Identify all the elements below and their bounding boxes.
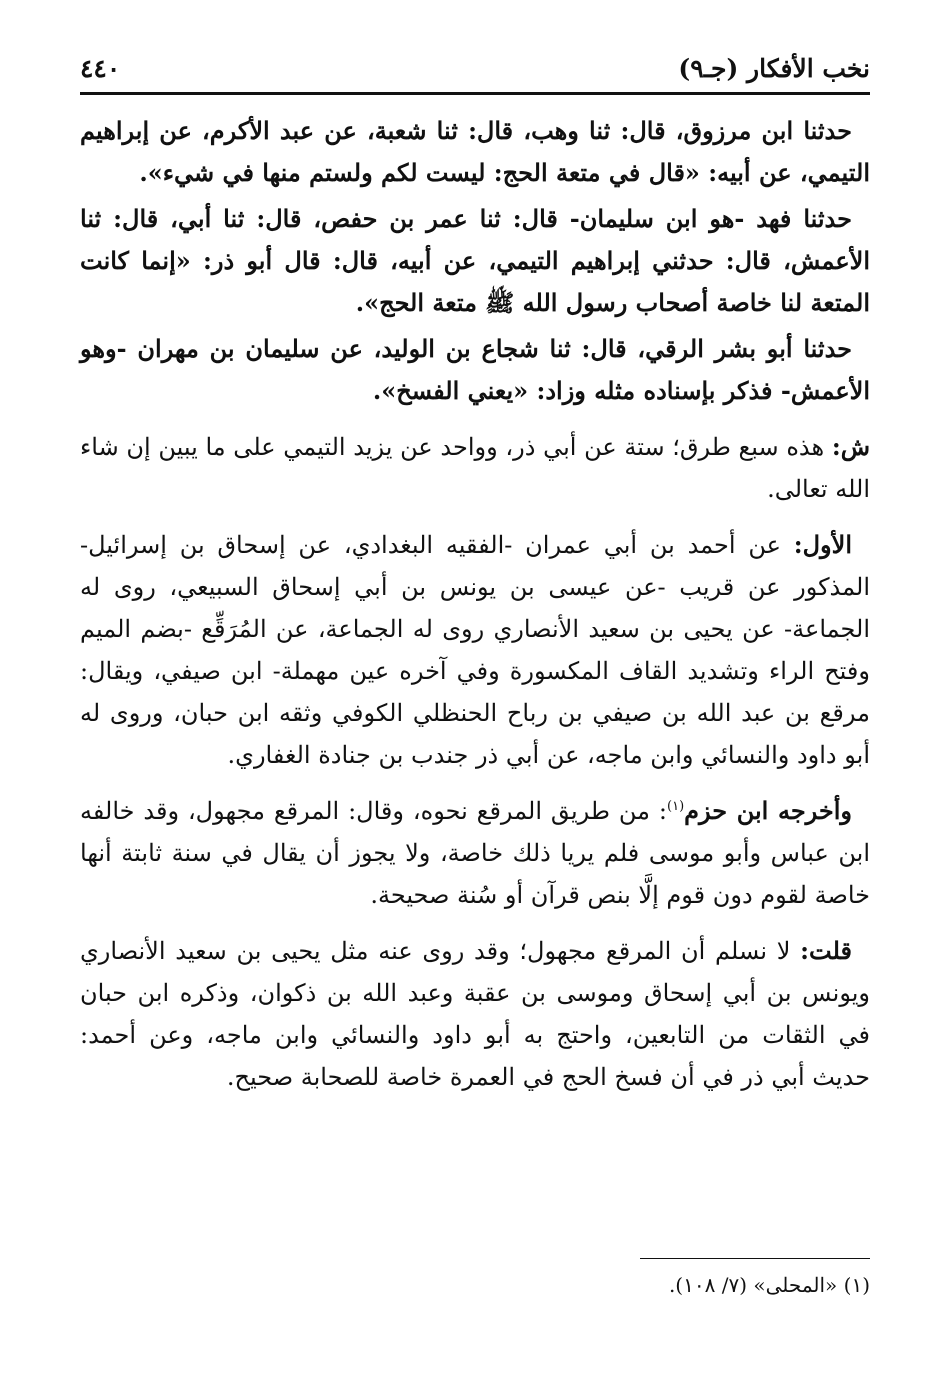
hadith-paragraph-3: حدثنا أبو بشر الرقي، قال: ثنا شجاع بن الوليد، عن سليمان بن مهران -وهو الأعمش- فذكر بإسناده مثله وزاد: «يعني الفسخ». — [80, 334, 870, 405]
header-divider — [80, 92, 870, 95]
ibn-hazm-label: وأخرجه ابن حزم — [684, 796, 852, 825]
page-number: ٤٤٠ — [80, 53, 121, 83]
commentary-text: هذه سبع طرق؛ ستة عن أبي ذر، وواحد عن يزيد التيمي على ما يبين إن شاء الله تعالى. — [80, 433, 870, 503]
commentary-label: ش: — [831, 432, 870, 461]
ibn-hazm-paragraph — [80, 790, 870, 916]
ibn-hazm-text: : من طريق المرقع نحوه، وقال: المرقع مجهول، وقد خالفه ابن عباس وأبو موسى فلم يريا ذلك خاصة، ولا يجوز أن يقال في سنة ثابتة أنها خاصة لقوم دون قوم إلَّا بنص قرآن أو سُنة صحيحة. — [80, 797, 870, 909]
first-chain-label: الأول: — [793, 530, 852, 559]
page-header — [80, 46, 870, 90]
footnote-divider — [640, 1258, 870, 1259]
response-text: لا نسلم أن المرقع مجهول؛ وقد روى عنه مثل يحيى بن سعيد الأنصاري ويونس بن أبي إسحاق وموسى بن عقبة وعبد الله بن ذكوان، وذكره ابن حبان في الثقات من التابعين، واحتج به أبو داود والنسائي وابن ماجه، وعن أحمد: حديث أبي ذر في أن فسخ الحج في العمرة خاصة للصحابة صحيح. — [80, 937, 871, 1091]
response-label: قلت: — [800, 936, 852, 965]
first-chain-text: عن أحمد بن أبي عمران -الفقيه البغدادي، عن إسحاق بن إسرائيل- المذكور عن قريب -عن عيسى بن يونس بن أبي إسحاق السبيعي، روى له الجماعة- عن يحيى بن سعيد الأنصاري روى له الجماعة، عن المُرَقِّع -بضم الميم وفتح الراء وتشديد القاف المكسورة وفي آخره عين مهملة- ابن صيفي، ويقال: مرقع بن عبد الله بن صيفي بن رباح الحنظلي الكوفي وثقه ابن حبان، وروى له أبو داود والنسائي وابن ماجه، عن أبي ذر جندب بن جنادة الغفاري. — [80, 531, 871, 769]
first-chain-paragraph — [80, 524, 870, 776]
book-title: نخب الأفكار (جـ٩) — [678, 53, 870, 83]
page-body — [80, 110, 870, 1102]
hadith-paragraph-2: حدثنا فهد -هو ابن سليمان- قال: ثنا عمر بن حفص، قال: ثنا أبي، قال: ثنا الأعمش، قال: حدثني إبراهيم التيمي، عن أبيه، قال: قال أبو ذر: «إنما كانت المتعة لنا خاصة أصحاب رسول الله ﷺ متعة الحج». — [80, 204, 870, 317]
footnote: (١) «المحلى» (٧/ ١٠٨). — [668, 1273, 870, 1297]
hadith-paragraph-1: حدثنا ابن مرزوق، قال: ثنا وهب، قال: ثنا شعبة، عن عبد الأكرم، عن إبراهيم التيمي، عن أبيه: «قال في متعة الحج: ليست لكم ولستم منها في شيء». — [80, 116, 870, 187]
response-paragraph — [80, 930, 870, 1098]
commentary-paragraph — [80, 426, 870, 510]
footnote-reference: (١) — [667, 799, 685, 814]
